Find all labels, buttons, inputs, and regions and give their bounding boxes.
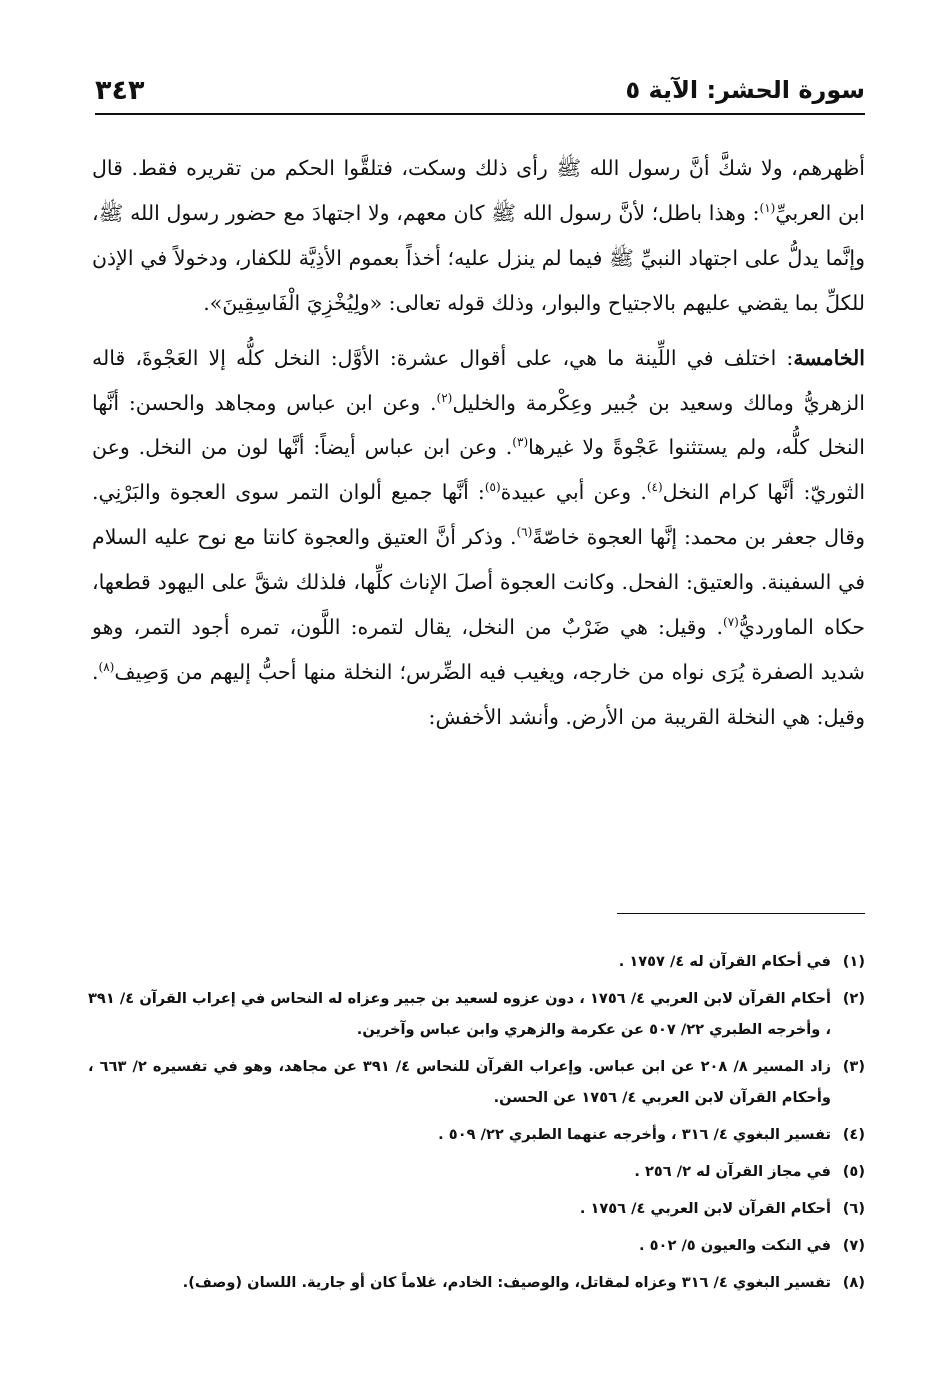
footnote-text: في النكت والعيون ٥/ ٥٠٢ . [639, 1237, 831, 1254]
footnote-item [88, 946, 865, 977]
page-number: ٣٤٣ [95, 74, 145, 106]
text-run: . وعن أبي عبيدة [500, 480, 647, 505]
footnote-ref: (٤) [646, 480, 663, 495]
footnote-number: (٨) [842, 1274, 865, 1291]
footnote-item [88, 1156, 865, 1187]
footnotes [88, 946, 865, 1304]
footnote-item [88, 1230, 865, 1261]
footnote-text: أحكام القرآن لابن العربي ٤/ ١٧٥٦ . [579, 1200, 831, 1217]
footnote-ref: (٣) [512, 435, 529, 450]
footnote-ref: (٧) [723, 615, 739, 630]
text-run: أظهرهم، ولا شكَّ أنَّ رسول الله ﷺ رأى ذلك وسكت، فتلقَّوا الحكم من تقريره فقط. قال ابن العربيِّ [92, 156, 865, 225]
page-header [95, 68, 865, 112]
footnote-ref: (١) [759, 201, 776, 216]
footnote-number: (٦) [842, 1200, 865, 1217]
footnote-text: في أحكام القرآن له ٤/ ١٧٥٧ . [618, 953, 831, 970]
footnote-text: أحكام القرآن لابن العربي ٤/ ١٧٥٦ ، دون عزوه لسعيد بن جبير وعزاه له النحاس في إعراب القرآن ٤/ ٣٩١ ، وأخرجه الطبري ٢٢/ ٥٠٧ عن عكرمة والزهري وابن عباس وآخرين. [88, 990, 831, 1038]
text-run: . وذكر أنَّ العتيق والعجوة كانتا مع نوح عليه السلام في السفينة. والعتيق: الفحل. وكانت العجوة أصلَ الإناث كلِّها، فلذلك شقَّ على اليهود قطعها، حكاه الماورديُّ [92, 525, 866, 640]
footnote-item [88, 1193, 865, 1224]
footnote-number: (٧) [842, 1237, 865, 1254]
running-title: سورة الحشر: الآية ٥ [625, 76, 865, 104]
footnote-item [88, 983, 865, 1045]
footnote-text: زاد المسير ٨/ ٢٠٨ عن ابن عباس. وإعراب القرآن للنحاس ٤/ ٣٩١ عن مجاهد، وهو في تفسيره ٢/ ٦٦٣ ، وأحكام القرآن لابن العربي ٤/ ١٧٥٦ عن الحسن. [88, 1058, 831, 1106]
header-divider [95, 113, 865, 115]
footnote-number: (٤) [842, 1126, 865, 1143]
footnote-item [88, 1051, 865, 1113]
text-run: : وهذا باطل؛ لأنَّ رسول الله ﷺ كان معهم، ولا اجتهادَ مع حضور رسول الله ﷺ، وإنَّما يدلُّ على اجتهاد النبيِّ ﷺ فيما لم ينزل عليه؛ أخذاً بعموم الأذِيَّة للكفار، ودخولاً في الإذن للكلِّ بما يقضي عليهم بالاجتياح والبوار، وذلك قوله تعالى: «ولِيُخْزِيَ الْفَاسِقِينَ». [92, 200, 865, 315]
footnote-item [88, 1267, 865, 1298]
text-run: . وعن ابن عباس أيضاً: أنَّها لون من النخل. وعن الثوريّ: أنَّها كرام النخل [92, 435, 866, 505]
paragraph-2 [92, 336, 865, 740]
footnote-divider [617, 913, 865, 914]
footnote-text: تفسير البغوي ٤/ ٣١٦ وعزاه لمقاتل، والوصيف: الخادم، غلاماً كان أو جارية. اللسان (وصف). [182, 1274, 831, 1291]
text-run: . وعن ابن عباس ومجاهد والحسن: أنَّها النخل كلُّه، ولم يستثنوا عَجْوةً ولا غيرها [92, 390, 865, 460]
footnote-text: في مجاز القرآن له ٢/ ٢٥٦ . [634, 1163, 831, 1180]
footnote-ref: (٨) [98, 660, 115, 675]
text-run: . وقيل: هي النخلة القريبة من الأرض. وأنشد الأخفش: [92, 659, 865, 729]
main-text [92, 146, 865, 740]
text-run: : أنَّها جميع ألوان التمر سوى العجوة والبَرْنِي. وقال جعفر بن محمد: إنَّها العجوة خاصّةً [92, 480, 865, 550]
text-run: : اختلف في اللِّينة ما هي، على أقوال عشرة: الأوَّل: النخل كلُّه إلا العَجْوةَ، قاله الزهريُّ ومالك وسعيد بن جُبير وعِكْرمة والخليل [92, 345, 865, 415]
footnote-text: تفسير البغوي ٤/ ٣١٦ ، وأخرجه عنهما الطبري ٢٢/ ٥٠٩ . [438, 1126, 831, 1143]
footnote-number: (١) [842, 953, 865, 970]
footnote-ref: (٦) [516, 525, 533, 540]
footnote-number: (٢) [842, 990, 865, 1007]
footnote-number: (٣) [842, 1058, 865, 1075]
paragraph-1 [92, 146, 865, 326]
text-run: . وقيل: هي ضَرْبٌ من النخل، يقال لتمره: اللَّون، تمره أجود التمر، وهو شديد الصفرة يُرَى نواه من خارجه، ويغيب فيه الضِّرس؛ النخلة منها أحبُّ إليهم من وَصِيف [92, 615, 865, 684]
footnote-number: (٥) [842, 1163, 865, 1180]
footnote-ref: (٢) [436, 390, 453, 405]
footnote-ref: (٥) [484, 480, 501, 495]
footnote-item [88, 1119, 865, 1150]
section-keyword: الخامسة [793, 345, 865, 370]
